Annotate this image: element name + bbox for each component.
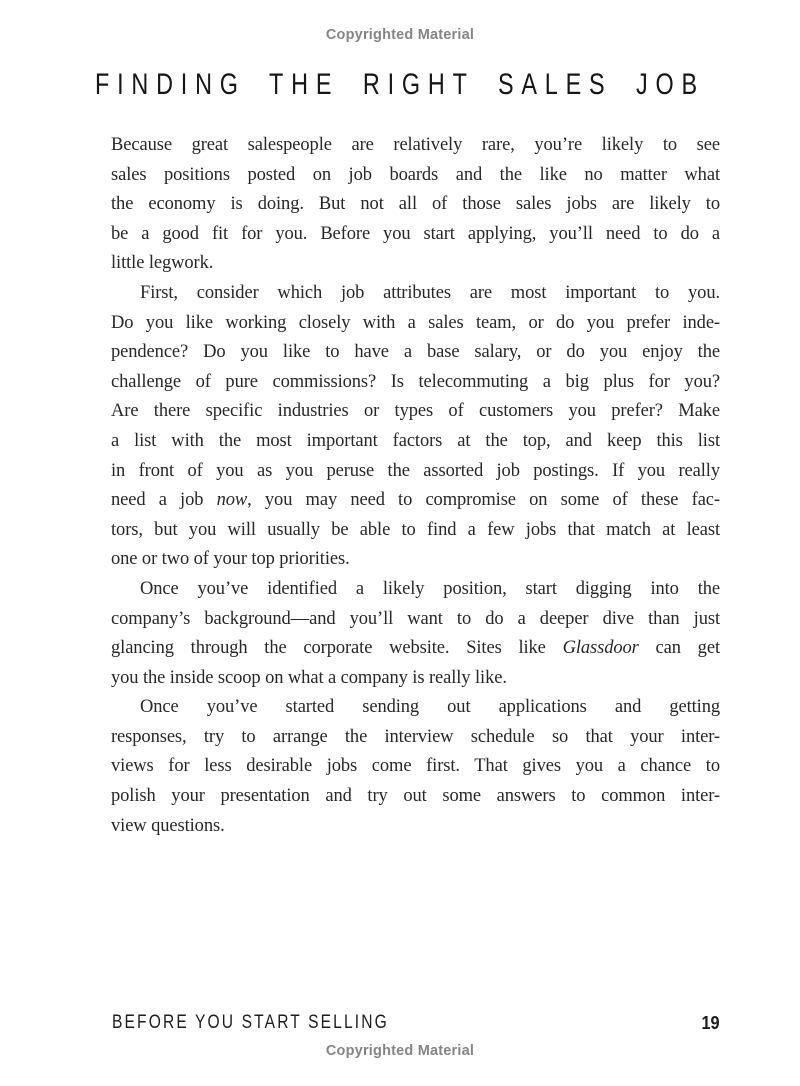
body-line bbox=[111, 634, 720, 664]
text-segment: Do you like working closely with a sales team, or do you prefer inde- bbox=[111, 312, 720, 333]
text-segment: sales positions posted on job boards and the like no matter what bbox=[111, 164, 720, 185]
text-segment: , you may need to compromise on some of these fac- bbox=[247, 490, 720, 511]
body-line bbox=[111, 161, 720, 191]
page-number: 19 bbox=[701, 1012, 720, 1033]
body-line bbox=[111, 338, 720, 368]
body-line bbox=[111, 693, 720, 723]
body-line bbox=[111, 664, 720, 694]
text-segment: Once you’ve identified a likely position, start digging into the bbox=[140, 578, 720, 599]
paragraph bbox=[111, 693, 720, 841]
text-segment: in front of you as you peruse the assorted job postings. If you really bbox=[111, 460, 720, 481]
text-segment: Because great salespeople are relatively rare, you’re likely to see bbox=[111, 135, 720, 155]
footer-section-label: BEFORE YOU START SELLING bbox=[112, 1012, 389, 1033]
page-title bbox=[0, 68, 800, 100]
body-line bbox=[111, 309, 720, 339]
body-line bbox=[111, 782, 720, 812]
body-line bbox=[111, 249, 720, 279]
text-segment: company’s background—and you’ll want to do a deeper dive than just bbox=[111, 608, 720, 629]
page-title-text: FINDING THE RIGHT SALES JOB bbox=[95, 68, 705, 101]
text-segment: First, consider which job attributes are most important to you. bbox=[140, 282, 720, 303]
text-segment: can get bbox=[638, 638, 720, 659]
text-segment: little legwork. bbox=[111, 253, 214, 274]
text-segment: views for less desirable jobs come first. That gives you a chance to bbox=[111, 756, 720, 777]
body-line bbox=[111, 427, 720, 457]
paragraph bbox=[111, 279, 720, 575]
body-line bbox=[111, 486, 720, 516]
page-footer bbox=[112, 1012, 720, 1034]
body-line bbox=[111, 279, 720, 309]
text-segment: pendence? Do you like to have a base salary, or do you enjoy the bbox=[111, 342, 720, 363]
body-line bbox=[111, 190, 720, 220]
copyright-bottom-label: Copyrighted Material bbox=[325, 1043, 475, 1059]
text-segment: the economy is doing. But not all of those sales jobs are likely to bbox=[111, 194, 720, 215]
paragraph bbox=[111, 131, 720, 279]
text-segment: one or two of your top priorities. bbox=[111, 549, 350, 570]
body-line bbox=[111, 575, 720, 605]
body-line bbox=[111, 368, 720, 398]
body-line bbox=[111, 812, 720, 842]
text-segment: view questions. bbox=[111, 815, 225, 836]
text-segment: a list with the most important factors at the top, and keep this list bbox=[111, 430, 720, 451]
text-segment: glancing through the corporate website. Sites like bbox=[111, 638, 563, 659]
body-line bbox=[111, 723, 720, 753]
text-segment: tors, but you will usually be able to find a few jobs that match at least bbox=[111, 519, 720, 540]
text-segment: Are there specific industries or types of customers you prefer? Make bbox=[111, 401, 720, 422]
text-segment: need a job bbox=[111, 490, 217, 511]
text-segment: challenge of pure commissions? Is telecommuting a big plus for you? bbox=[111, 371, 720, 392]
italic-text-segment: now bbox=[216, 490, 248, 511]
body-line bbox=[111, 220, 720, 250]
text-segment: you the inside scoop on what a company is really like. bbox=[111, 667, 507, 688]
italic-text-segment: Glassdoor bbox=[562, 638, 639, 659]
body-line bbox=[111, 752, 720, 782]
body-line bbox=[111, 605, 720, 635]
body-line bbox=[111, 545, 720, 575]
body-line bbox=[111, 516, 720, 546]
body-line bbox=[111, 131, 720, 161]
text-segment: polish your presentation and try out some answers to common inter- bbox=[111, 786, 720, 807]
body-text bbox=[111, 131, 720, 841]
body-line bbox=[111, 397, 720, 427]
text-segment: responses, try to arrange the interview schedule so that your inter- bbox=[111, 726, 720, 747]
copyright-top-label: Copyrighted Material bbox=[325, 27, 475, 43]
text-segment: be a good fit for you. Before you start applying, you’ll need to do a bbox=[111, 223, 720, 244]
text-segment: Once you’ve started sending out applications and getting bbox=[140, 697, 720, 718]
paragraph bbox=[111, 575, 720, 693]
body-line bbox=[111, 457, 720, 487]
